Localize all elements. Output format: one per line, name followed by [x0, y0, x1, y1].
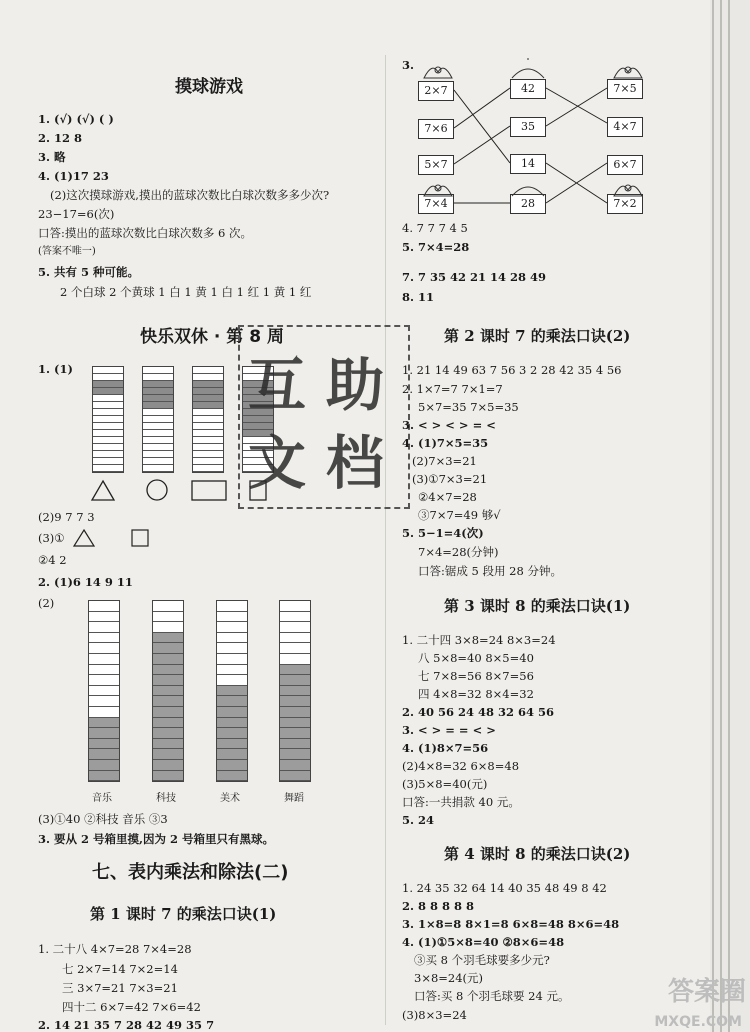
bar-cell [217, 643, 247, 654]
bar-cell [280, 643, 310, 654]
answer-line: 8. 11 [402, 290, 435, 304]
answer-line: 1. 21 14 49 63 7 56 3 2 28 42 35 4 56 [402, 363, 622, 377]
answer-line: 3×8=24(元) [414, 971, 484, 985]
bar-cell [153, 654, 183, 665]
bar-cell [93, 388, 123, 395]
answer-line: (3)①40 ②科技 音乐 ③3 [38, 812, 168, 826]
answer-line: (2)7×3=21 [412, 454, 477, 468]
bar-cell [89, 760, 119, 771]
answer-line: (3)5×8=40(元) [402, 777, 488, 791]
bar-cell [153, 739, 183, 750]
bar-cell [280, 728, 310, 739]
lesson-title: 第 4 课时 8 的乘法口诀(2) [444, 845, 631, 863]
bar-cell [89, 749, 119, 760]
answer-line: 四十二 6×7=42 7×6=42 [62, 1000, 201, 1014]
bar-cell [143, 388, 173, 395]
bar-cell [89, 739, 119, 750]
answer-line: 3. 略 [38, 150, 66, 164]
bar-cell [143, 430, 173, 437]
product-box: 42 [510, 79, 546, 99]
answer-line: ③7×7=49 够√ [418, 508, 501, 522]
answer-line: 2. (1)6 14 9 11 [38, 575, 133, 589]
bar-cell [93, 416, 123, 423]
bar-label: 美术 [220, 793, 240, 804]
bar-cell [93, 430, 123, 437]
answer-line: 4. (1)8×7=56 [402, 741, 489, 755]
bar-column [152, 600, 184, 782]
lesson-title: 第 3 课时 8 的乘法口诀(1) [444, 597, 631, 615]
section-title: 摸球游戏 [175, 77, 243, 97]
answer-line: 三 3×7=21 7×3=21 [62, 981, 178, 995]
bar-cell [280, 760, 310, 771]
bar-cell [89, 622, 119, 633]
answer-line: 5. 24 [402, 813, 435, 827]
answer-line: (答案不唯一) [38, 246, 96, 257]
bar-cell [280, 675, 310, 686]
watermark-char: 助 [326, 351, 385, 419]
bar-cell [153, 749, 183, 760]
bar-cell [217, 633, 247, 644]
answer-line: 4. (1)①5×8=40 ②8×6=48 [402, 935, 565, 949]
answer-line: (2)4×8=32 6×8=48 [402, 759, 520, 773]
bar-label: 音乐 [92, 793, 112, 804]
bar-column [142, 366, 174, 473]
bar-cell [93, 409, 123, 416]
bar-cell [280, 696, 310, 707]
bar-cell [143, 402, 173, 409]
bar-cell [217, 739, 247, 750]
bar-cell [89, 707, 119, 718]
product-box: 14 [510, 154, 546, 174]
bar-cell [280, 718, 310, 729]
birdcage-icon [512, 187, 544, 196]
bar-cell [89, 654, 119, 665]
expression-box: 5×7 [418, 155, 454, 175]
bar-cell [89, 675, 119, 686]
bar-cell [280, 654, 310, 665]
bar-cell [193, 388, 223, 395]
expression-box: 4×7 [607, 117, 643, 137]
bar-cell [217, 760, 247, 771]
bar-cell [153, 665, 183, 676]
bar-cell [153, 707, 183, 718]
answer-line: (2)9 7 7 3 [38, 510, 95, 524]
answer-line: 七 2×7=14 7×2=14 [62, 962, 178, 976]
expression-box: 7×2 [607, 194, 643, 214]
bar-cell [217, 622, 247, 633]
bar-cell [153, 760, 183, 771]
page-edge [712, 0, 714, 1032]
bar-cell [217, 686, 247, 697]
answer-line: 4. (1)7×5=35 [402, 436, 489, 450]
bar-cell [89, 728, 119, 739]
square-shape [132, 530, 148, 546]
answer-line: ②4×7=28 [418, 490, 477, 504]
bird-icons [418, 58, 648, 198]
answer-line: 5. 5−1=4(次) [402, 526, 484, 540]
bar-cell [153, 718, 183, 729]
bar-column [192, 366, 224, 473]
bar-cell [93, 423, 123, 430]
bar-cell [193, 367, 223, 374]
bar-cell [153, 612, 183, 623]
bird-icon [614, 185, 642, 196]
bar-cell [217, 707, 247, 718]
bar-cell [280, 612, 310, 623]
bar-cell [217, 749, 247, 760]
bar-cell [89, 696, 119, 707]
bar-cell [280, 739, 310, 750]
answer-line: 口答:锯成 5 段用 28 分钟。 [418, 564, 562, 578]
bar-column [279, 600, 311, 782]
bar-cell [217, 728, 247, 739]
bird-icon [614, 67, 642, 78]
birdcage-icon [512, 58, 544, 78]
answer-line: 1. 二十四 3×8=24 8×3=24 [402, 633, 556, 647]
bar-cell [153, 633, 183, 644]
answer-line: ③买 8 个羽毛球要多少元? [414, 953, 550, 967]
answer-line: 3. 要从 2 号箱里摸,因为 2 号箱里只有黑球。 [38, 832, 275, 846]
answer-line: 2. 40 56 24 48 32 64 56 [402, 705, 555, 719]
answer-line: 八 5×8=40 8×5=40 [418, 651, 534, 665]
bar-cell [143, 374, 173, 381]
watermark-char: 文 [248, 429, 307, 497]
bar-cell [143, 451, 173, 458]
bird-icon [424, 67, 452, 78]
bar-cell [89, 601, 119, 612]
page-edge [720, 0, 722, 1032]
bar-cell [193, 395, 223, 402]
bar-cell [89, 686, 119, 697]
column-divider [385, 55, 386, 1025]
bar-cell [143, 458, 173, 465]
bar-cell [217, 718, 247, 729]
answer-line: 2. 1×7=7 7×1=7 [402, 382, 503, 396]
bar-label: 科技 [156, 793, 176, 804]
bar-cell [143, 465, 173, 472]
bar-cell [153, 601, 183, 612]
bar-cell [280, 601, 310, 612]
answer-line: (2)这次摸球游戏,摸出的蓝球次数比白球次数多多少次? [50, 188, 330, 202]
bar-cell [89, 643, 119, 654]
bird-icon [424, 185, 452, 196]
answer-line: (3)8×3=24 [402, 1008, 467, 1022]
expression-box: 7×6 [418, 119, 454, 139]
bar-cell [93, 395, 123, 402]
bar-cell [153, 686, 183, 697]
bar-cell [280, 686, 310, 697]
bar-cell [280, 665, 310, 676]
answer-line: 5. 共有 5 种可能。 [38, 265, 140, 279]
bar-cell [93, 367, 123, 374]
bar-cell [193, 458, 223, 465]
section-title: 快乐双休 · 第 8 周 [140, 327, 284, 347]
bar-cell [89, 718, 119, 729]
bar-cell [143, 395, 173, 402]
bar-cell [93, 437, 123, 444]
answer-line: 3. [402, 58, 415, 72]
answer-line: 2 个白球 2 个黄球 1 白 1 黄 1 白 1 红 1 黄 1 红 [60, 285, 312, 299]
answer-line: 4. 7 7 7 4 5 [402, 221, 468, 235]
answer-line: 3. 1×8=8 8×1=8 6×8=48 8×6=48 [402, 917, 620, 931]
bar-column [92, 366, 124, 473]
product-box: 35 [510, 117, 546, 137]
answer-line: 5×7=35 7×5=35 [418, 400, 519, 414]
triangle-shape [74, 530, 94, 546]
answer-line: 1. (1) [38, 362, 73, 376]
bar-column [216, 600, 248, 782]
answer-line: 口答:摸出的蓝球次数比白球次数多 6 次。 [38, 226, 253, 240]
bar-cell [193, 409, 223, 416]
answer-line: 1. 24 35 32 64 14 40 35 48 49 8 42 [402, 881, 607, 895]
rectangle-shape [192, 481, 226, 500]
answer-line: 口答:买 8 个羽毛球要 24 元。 [414, 989, 570, 1003]
bar-cell [217, 665, 247, 676]
bar-cell [143, 409, 173, 416]
bar-cell [280, 707, 310, 718]
bar-cell [93, 458, 123, 465]
bar-cell [93, 444, 123, 451]
chapter-title: 七、表内乘法和除法(二) [92, 862, 289, 883]
bar-cell [193, 416, 223, 423]
answer-line: (3)① [38, 531, 65, 545]
shape-answer [72, 528, 162, 548]
answer-line: 23−17=6(次) [38, 207, 115, 221]
bar-cell [280, 633, 310, 644]
bar-cell [93, 402, 123, 409]
expression-box: 7×4 [418, 194, 454, 214]
answer-line: 3. < > = = < > [402, 723, 496, 737]
answer-line: 7. 7 35 42 21 14 28 49 [402, 270, 547, 284]
bar-cell [217, 612, 247, 623]
bar-cell [193, 381, 223, 388]
expression-box: 2×7 [418, 81, 454, 101]
bar-cell [143, 423, 173, 430]
bar-cell [153, 696, 183, 707]
bar-cell [217, 601, 247, 612]
bar-cell [193, 444, 223, 451]
answer-line: 7×4=28(分钟) [418, 545, 499, 559]
bar-cell [153, 643, 183, 654]
answer-line: 5. 7×4=28 [402, 240, 470, 254]
page-edge [728, 0, 730, 1032]
bar-cell [217, 771, 247, 782]
bar-column [88, 600, 120, 782]
bar-cell [280, 622, 310, 633]
lesson-title: 第 2 课时 7 的乘法口诀(2) [444, 327, 631, 345]
expression-box: 7×5 [607, 79, 643, 99]
bar-cell [217, 654, 247, 665]
bar-cell [193, 374, 223, 381]
bar-cell [153, 728, 183, 739]
answer-line: 1. 二十八 4×7=28 7×4=28 [38, 942, 192, 956]
product-box: 28 [510, 194, 546, 214]
triangle-shape [92, 481, 114, 500]
corner-watermark: 答案圈 [667, 977, 746, 1007]
bar-cell [89, 633, 119, 644]
bar-cell [153, 771, 183, 782]
expression-box: 6×7 [607, 155, 643, 175]
bar-cell [143, 416, 173, 423]
bar-cell [280, 771, 310, 782]
answer-line: ②4 2 [38, 553, 67, 567]
bar-cell [143, 444, 173, 451]
watermark-char: 互 [248, 351, 307, 419]
answer-line: 4. (1)17 23 [38, 169, 109, 183]
bar-cell [193, 465, 223, 472]
bar-cell [193, 451, 223, 458]
bar-cell [89, 771, 119, 782]
corner-watermark-url: MXQE.COM [654, 1014, 742, 1030]
answer-line: (3)①7×3=21 [412, 472, 488, 486]
bar-cell [153, 622, 183, 633]
answer-line: 2. 14 21 35 7 28 42 49 35 7 [38, 1018, 215, 1032]
answer-line: 2. 12 8 [38, 131, 83, 145]
bar-cell [217, 675, 247, 686]
bar-label: 舞蹈 [284, 793, 304, 804]
bar-cell [153, 675, 183, 686]
watermark-char: 档 [326, 429, 385, 497]
bar-cell [193, 437, 223, 444]
circle-shape [147, 480, 167, 500]
bar-cell [89, 612, 119, 623]
bar-cell [143, 381, 173, 388]
bar-cell [93, 451, 123, 458]
bar-cell [143, 367, 173, 374]
bar-cell [93, 381, 123, 388]
answer-line: (2) [38, 596, 55, 610]
bar-cell [143, 437, 173, 444]
answer-line: 七 7×8=56 8×7=56 [418, 669, 534, 683]
answer-line: 2. 8 8 8 8 8 [402, 899, 475, 913]
bar-cell [93, 465, 123, 472]
bar-cell [193, 430, 223, 437]
lesson-title: 第 1 课时 7 的乘法口诀(1) [90, 905, 277, 923]
answer-line: 1. (√) (√) ( ) [38, 112, 114, 126]
bar-cell [193, 423, 223, 430]
bar-cell [280, 749, 310, 760]
bar-cell [93, 374, 123, 381]
answer-line: 四 4×8=32 8×4=32 [418, 687, 534, 701]
bar-cell [193, 402, 223, 409]
answer-line: 口答:一共捐款 40 元。 [402, 795, 520, 809]
bar-cell [217, 696, 247, 707]
bar-cell [89, 665, 119, 676]
answer-line: 3. < > < > = < [402, 418, 496, 432]
